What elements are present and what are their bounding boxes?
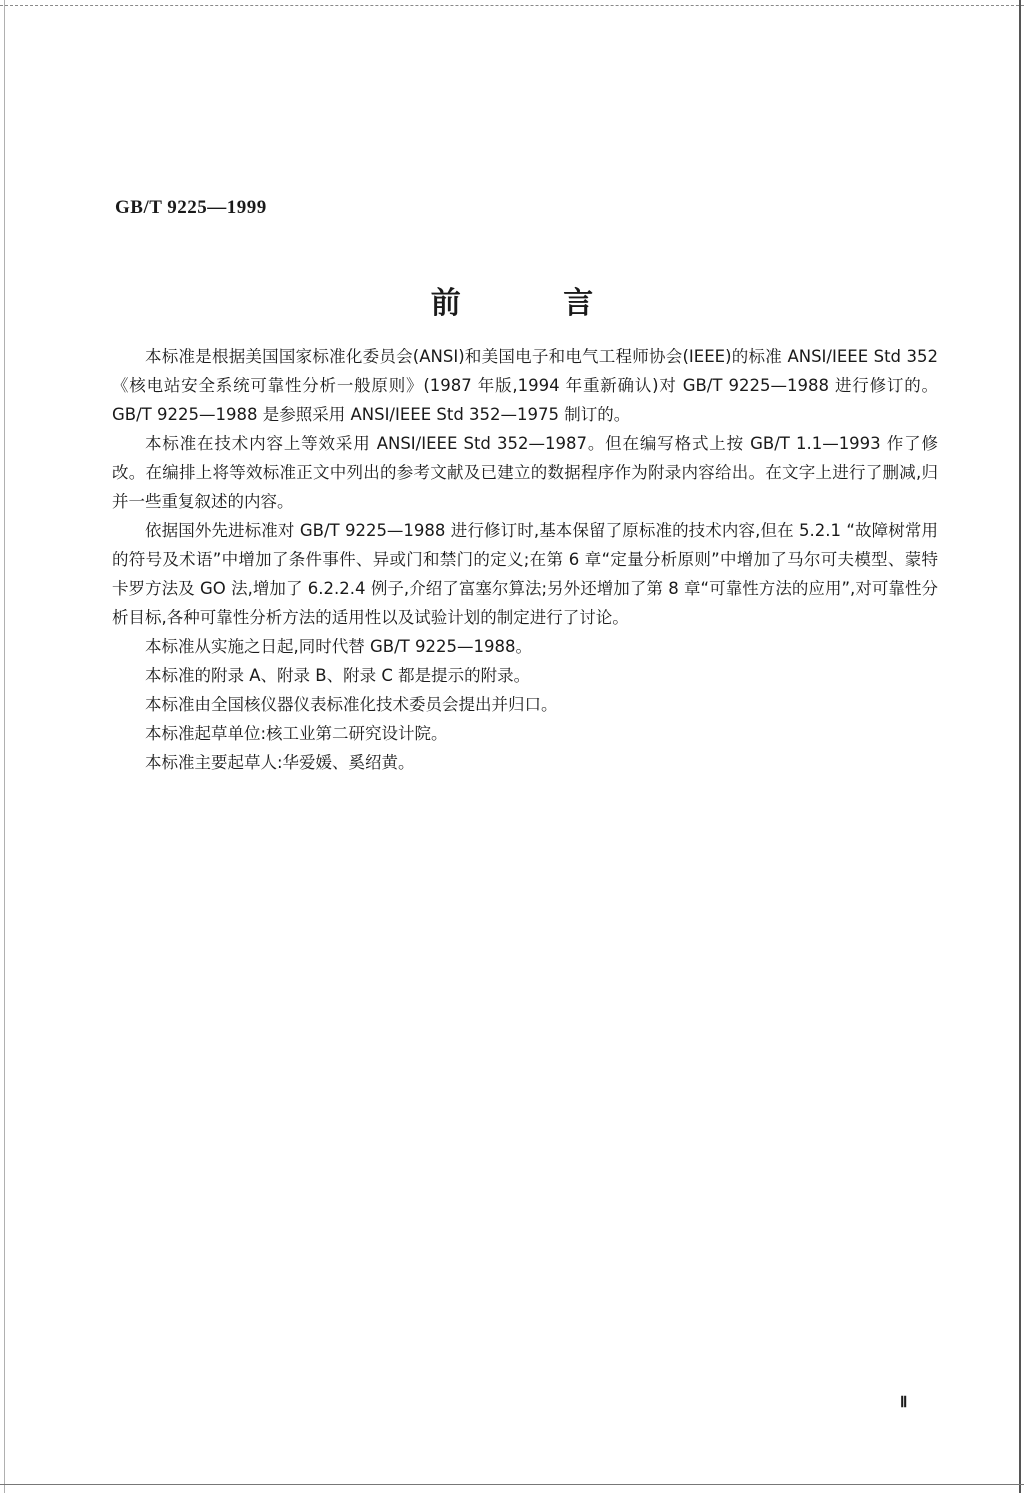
standard-code: GB/T 9225—1999: [115, 197, 267, 218]
scan-edge-right: [1019, 0, 1021, 1493]
page-number: Ⅱ: [900, 1395, 908, 1411]
paragraph-drafters: 本标准主要起草人:华爱媛、奚绍黄。: [145, 753, 415, 772]
paragraph-drafting-unit: 本标准起草单位:核工业第二研究设计院。: [145, 724, 448, 743]
scan-edge-top: [0, 5, 1024, 6]
paragraph-equivalence: 本标准在技术内容上等效采用 ANSI/IEEE Std 352—1987。但在编写格式上按 GB/T 1.1—1993 作了修改。在编排上将等效标准正文中列出的参考文献及已建立的数据程序作为附录内容给出。在文字上进行了删减,归并一些重复叙述的内容。: [112, 434, 938, 511]
foreword-body: [112, 342, 938, 777]
paragraph-basis: 本标准是根据美国国家标准化委员会(ANSI)和美国电子和电气工程师协会(IEEE)的标准 ANSI/IEEE Std 352《核电站安全系统可靠性分析一般原则》(1987 年版,1994 年重新确认)对 GB/T 9225—1988 进行修订的。GB/T 9225—1988 是参照采用 ANSI/IEEE Std 352—1975 制订的。: [112, 347, 938, 424]
paragraph-replacement: 本标准从实施之日起,同时代替 GB/T 9225—1988。: [145, 637, 532, 656]
paragraph-proposer: 本标准由全国核仪器仪表标准化技术委员会提出并归口。: [145, 695, 558, 714]
paragraph-appendices: 本标准的附录 A、附录 B、附录 C 都是提示的附录。: [145, 666, 531, 685]
scan-edge-left: [4, 0, 5, 1493]
scan-edge-bottom: [0, 1484, 1024, 1485]
paragraph-revisions: 依据国外先进标准对 GB/T 9225—1988 进行修订时,基本保留了原标准的技术内容,但在 5.2.1 “故障树常用的符号及术语”中增加了条件事件、异或门和禁门的定义;在第 6 章“定量分析原则”中增加了马尔可夫模型、蒙特卡罗方法及 GO 法,增加了 6.2.2.4 例子,介绍了富塞尔算法;另外还增加了第 8 章“可靠性方法的应用”,对可靠性分析目标,各种可靠性分析方法的适用性以及试验计划的制定进行了讨论。: [112, 521, 938, 627]
page-title: 前 言: [430, 286, 640, 321]
